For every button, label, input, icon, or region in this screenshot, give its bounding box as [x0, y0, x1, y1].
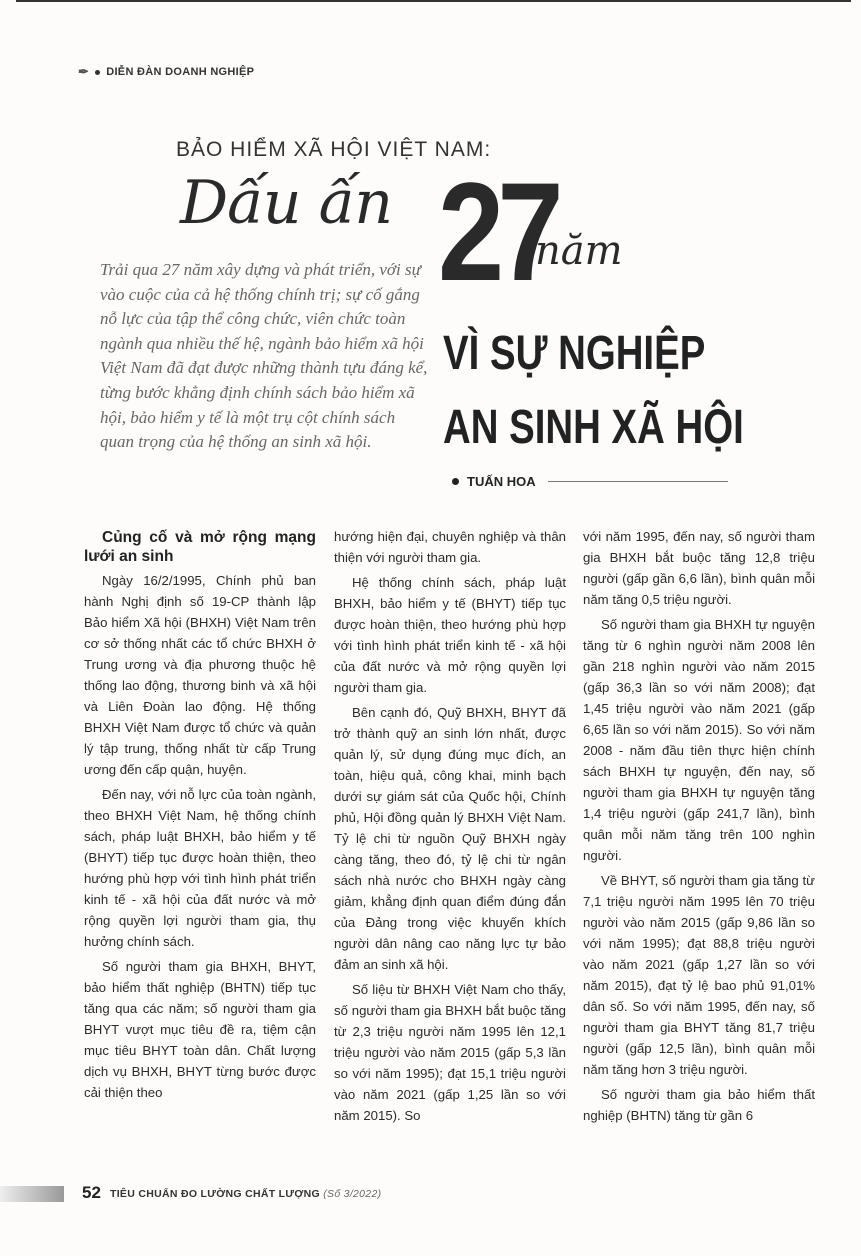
- paragraph: Bên cạnh đó, Quỹ BHXH, BHYT đã trở thành quỹ an sinh lớn nhất, được quản lý, sử dụng đúng mục đích, an toàn, hiệu quả, công khai, minh bạch dưới sự giám sát của Quốc hội, Chính phủ, Hội đồng quản lý BHXH Việt Nam. Tỷ lệ chi từ nguồn Quỹ BHXH ngày càng tăng, theo đó, tỷ lệ chi từ ngân sách nhà nước cho BHXH ngày càng giảm, khẳng định quan điểm đúng đắn của Đảng trong việc khuyến khích người dân nâng cao năng lực tự bảo đảm an sinh xã hội.: [334, 705, 566, 972]
- byline: [452, 474, 728, 489]
- paragraph: Số người tham gia bảo hiểm thất nghiệp (BHTN) tăng từ gần 6: [583, 1087, 815, 1123]
- headline-line-1: VÌ SỰ NGHIỆP: [443, 327, 706, 380]
- journal-title: TIÊU CHUẨN ĐO LƯỜNG CHẤT LƯỢNG: [110, 1188, 320, 1200]
- paragraph: Về BHYT, số người tham gia tăng từ 7,1 triệu người năm 1995 lên 70 triệu người vào năm 2015 (gấp 9,86 lần so với năm 1995); đạt 88,8 triệu người vào năm 2021 (gấp 1,27 lần so với năm 2015), đạt tỷ lệ bao phủ 91,01% dân số. So với năm 1995, đến nay, số người tham gia BHYT tăng 81,7 triệu người (gấp 12,5 lần), bình quân mỗi năm tăng hơn 3 triệu người.: [583, 873, 815, 1077]
- section-header: [78, 64, 254, 80]
- paragraph: Số liệu từ BHXH Việt Nam cho thấy, số người tham gia BHXH bắt buộc tăng từ 2,3 triệu người năm 1995 lên 12,1 triệu người vào năm 2015 (gấp 5,3 lần so với năm 1995); đạt 15,1 triệu người vào năm 2021 (gấp 1,25 lần so với năm 2015). So: [334, 982, 566, 1123]
- paragraph: Đến nay, với nỗ lực của toàn ngành, theo BHXH Việt Nam, hệ thống chính sách, pháp luật BHXH, bảo hiểm y tế (BHYT) tiếp tục được hoàn thiện, theo hướng phù hợp với tình hình phát triển kinh tế - xã hội của đất nước và mở rộng quyền lợi người tham gia, thụ hưởng chính sách.: [84, 787, 316, 949]
- paragraph: Ngày 16/2/1995, Chính phủ ban hành Nghị định số 19-CP thành lập Bảo hiểm Xã hội (BHXH) Việt Nam trên cơ sở thống nhất các tổ chức BHXH ở Trung ương và địa phương thuộc hệ thống lao động, thương binh và xã hội và Liên Đoàn lao động. Hệ thống BHXH Việt Nam được tổ chức và quản lý tập trung, thống nhất từ cấp Trung ương đến cấp quận, huyện.: [84, 573, 316, 777]
- paragraph: Hệ thống chính sách, pháp luật BHXH, bảo hiểm y tế (BHYT) tiếp tục được hoàn thiện, theo hướng phù hợp với tình hình phát triển kinh tế - xã hội của đất nước và mở rộng quyền lợi người tham gia.: [334, 575, 566, 695]
- title-year-word: năm: [535, 228, 623, 274]
- paragraph: hướng hiện đại, chuyên nghiệp và thân thiện với người tham gia.: [334, 529, 566, 565]
- column-3: [583, 526, 815, 1126]
- page-number: 52: [82, 1183, 101, 1202]
- issue-number: (Số 3/2022): [323, 1188, 382, 1200]
- column-2: [334, 526, 566, 1126]
- headline-line-2: AN SINH XÃ HỘI: [443, 401, 744, 454]
- paragraph: Số người tham gia BHXH tự nguyện tăng từ 6 nghìn người năm 2008 lên gần 218 nghìn người vào năm 2015 (gấp 36,3 lần so với năm 2008); đạt 1,45 triệu người vào năm 2021 (gấp 6,65 lần so với năm 2015). So với năm 2008 - năm đầu tiên thực hiện chính sách BHXH tự nguyện, đến nay, số người tham gia BHXH tự nguyện tăng 1,4 triệu người (gấp 241,7 lần), bình quân mỗi năm tăng trên 100 nghìn người.: [583, 617, 815, 863]
- author-name: TUẤN HOA: [467, 474, 536, 489]
- bullet-icon: [95, 70, 100, 75]
- bullet-icon: [452, 478, 459, 485]
- section-subhead: Củng cố và mở rộng mạng lưới an sinh: [84, 529, 316, 565]
- pen-icon: ✒: [78, 64, 90, 79]
- lead-paragraph: Trải qua 27 năm xây dựng và phát triển, với sự vào cuộc của cả hệ thống chính trị; sự cố gắng nỗ lực của tập thể công chức, viên chức toàn ngành qua nhiều thế hệ, ngành bảo hiểm xã hội Việt Nam đã đạt được những thành tựu đáng kể, từng bước khẳng định chính sách bảo hiểm xã hội, bảo hiểm y tế là một trụ cột chính sách quan trọng của hệ thống an sinh xã hội.: [100, 260, 428, 452]
- title-kicker: BẢO HIỂM XÃ HỘI VIỆT NAM:: [176, 138, 492, 161]
- column-1: [84, 528, 316, 1103]
- paragraph: với năm 1995, đến nay, số người tham gia BHXH bắt buộc tăng 12,8 triệu người (gấp gần 6,6 lần), bình quân mỗi năm tăng 0,5 triệu người.: [583, 529, 815, 607]
- title-script: Dấu ấn: [180, 168, 392, 238]
- section-label: DIỄN ĐÀN DOANH NGHIỆP: [106, 66, 255, 78]
- title-number: 27: [438, 153, 557, 310]
- footer-bar: [0, 1186, 64, 1202]
- paragraph: Số người tham gia BHXH, BHYT, bảo hiểm thất nghiệp (BHTN) tiếp tục tăng qua các năm; số người tham gia BHYT vượt mục tiêu đề ra, tiệm cận mục tiêu BHYT toàn dân. Chất lượng dịch vụ BHXH, BHYT từng bước được cải thiện theo: [84, 959, 316, 1100]
- top-rule: [16, 0, 851, 2]
- journal-name: [110, 1188, 381, 1200]
- byline-rule: [548, 481, 728, 482]
